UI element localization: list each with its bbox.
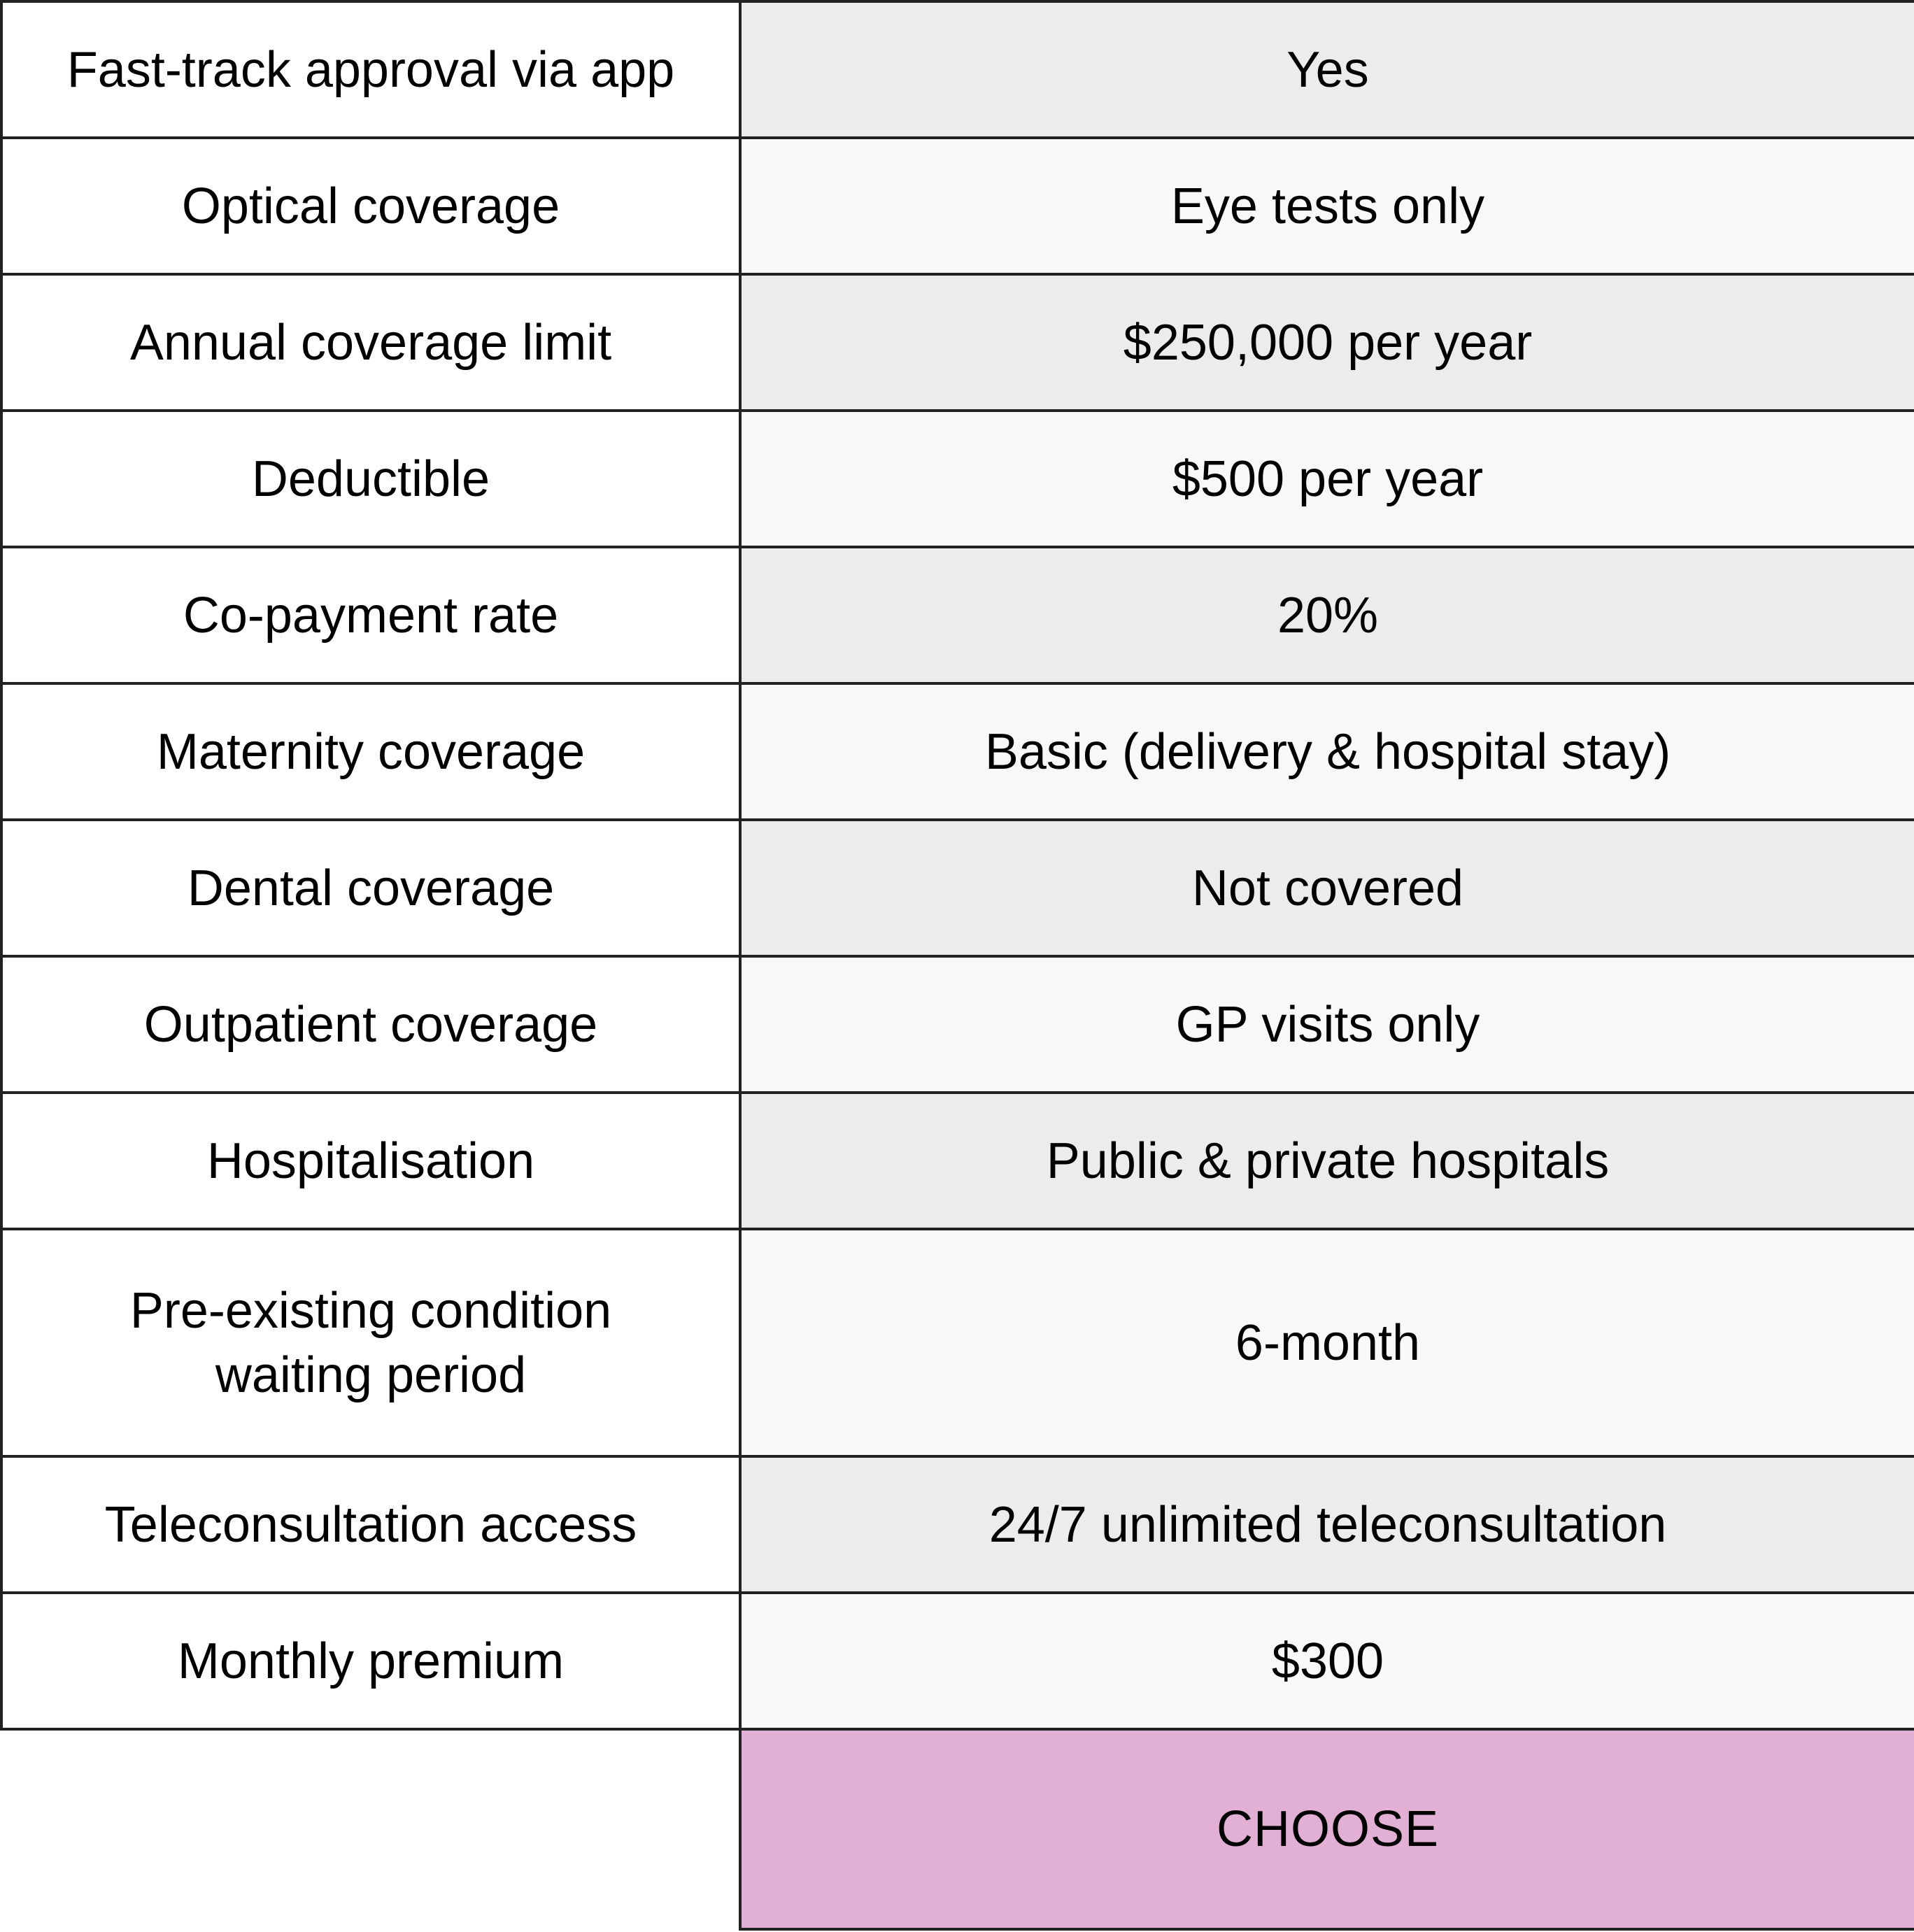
table-row bbox=[1, 1229, 1914, 1456]
table-row bbox=[1, 138, 1914, 274]
table-row bbox=[1, 1456, 1914, 1593]
row-value: GP visits only bbox=[740, 956, 1914, 1093]
row-value: $500 per year bbox=[740, 411, 1914, 547]
row-label-line-1: Pre-existing condition bbox=[129, 1282, 612, 1339]
row-label: Monthly premium bbox=[1, 1593, 740, 1729]
row-label: Teleconsultation access bbox=[1, 1456, 740, 1593]
empty-cell bbox=[1, 1729, 740, 1929]
row-label-line-2: waiting period bbox=[215, 1347, 527, 1403]
row-value: $300 bbox=[740, 1593, 1914, 1729]
row-value: $250,000 per year bbox=[740, 274, 1914, 411]
table-row bbox=[1, 1, 1914, 138]
choose-row bbox=[1, 1729, 1914, 1929]
row-label: Dental coverage bbox=[1, 820, 740, 956]
row-label: Outpatient coverage bbox=[1, 956, 740, 1093]
table-row bbox=[1, 274, 1914, 411]
row-label: Fast-track approval via app bbox=[1, 1, 740, 138]
choose-button[interactable]: CHOOSE bbox=[1216, 1801, 1440, 1857]
row-value: Basic (delivery & hospital stay) bbox=[740, 683, 1914, 820]
row-value: Eye tests only bbox=[740, 138, 1914, 274]
table-row bbox=[1, 683, 1914, 820]
table-row bbox=[1, 547, 1914, 683]
row-value: Public & private hospitals bbox=[740, 1093, 1914, 1229]
row-label: Co-payment rate bbox=[1, 547, 740, 683]
table-row bbox=[1, 1593, 1914, 1729]
table-row bbox=[1, 1093, 1914, 1229]
row-value: Yes bbox=[740, 1, 1914, 138]
row-value: Not covered bbox=[740, 820, 1914, 956]
row-value: 20% bbox=[740, 547, 1914, 683]
row-label: Deductible bbox=[1, 411, 740, 547]
table-row bbox=[1, 411, 1914, 547]
choose-button-cell[interactable] bbox=[740, 1729, 1914, 1929]
row-label: Hospitalisation bbox=[1, 1093, 740, 1229]
row-value: 24/7 unlimited teleconsultation bbox=[740, 1456, 1914, 1593]
row-label: Maternity coverage bbox=[1, 683, 740, 820]
table-row bbox=[1, 956, 1914, 1093]
row-label: Annual coverage limit bbox=[1, 274, 740, 411]
row-label: Optical coverage bbox=[1, 138, 740, 274]
row-label bbox=[1, 1229, 740, 1456]
row-value: 6-month bbox=[740, 1229, 1914, 1456]
table-row bbox=[1, 820, 1914, 956]
